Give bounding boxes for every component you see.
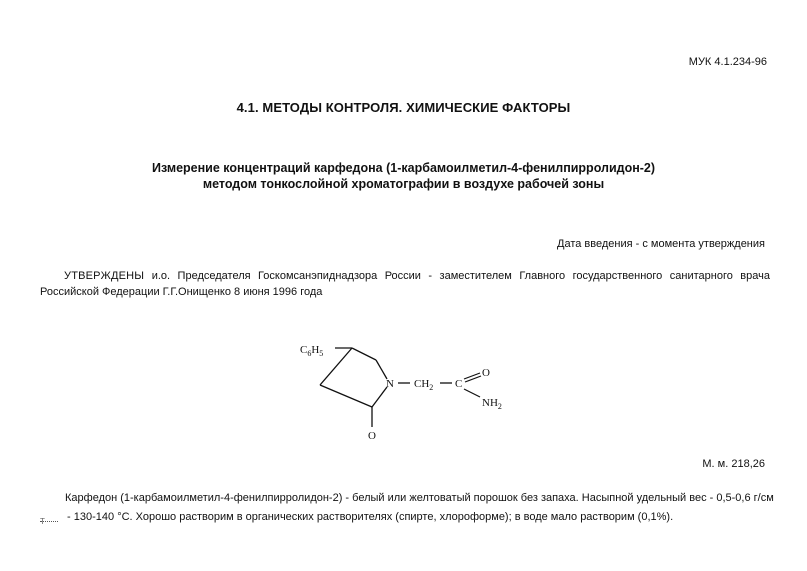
document-title-line-2: методом тонкослойной хроматографии в воздухе рабочей зоны [202,177,605,191]
bond-ring-4 [320,385,372,407]
molar-mass: М. м. 218,26 [702,458,765,470]
bond-ring-2 [376,360,387,379]
bond-amide-co-1 [464,373,480,379]
description-paragraph [40,489,774,527]
document-title-line-1: Измерение концентраций карфедона (1-карбамоилметил-4-фенилпирролидон-2) [151,161,656,175]
approval-text: и.о. Председателя Госкомсанэпиднадзора России - заместителем Главного государственного санитарного врача Российской Федерации Г.Г.Онищенко 8 июня 1996 года [40,270,770,298]
approval-lead: УТВЕРЖДЕНЫ [64,270,145,282]
structural-formula [290,335,530,445]
melting-point-symbol: Т [40,512,58,522]
description-line-1: Карфедон (1-карбамоилметил-4-фенилпирролидон-2) - белый или желтоватый порошок без запаха. Насыпной удельный вес - 0,5-0,6 г/см [65,492,774,504]
section-title: 4.1. МЕТОДЫ КОНТРОЛЯ. ХИМИЧЕСКИЕ ФАКТОРЫ [236,100,571,115]
amide-carbon-label: C [455,378,463,390]
ch2-label: $CH_2$ [414,378,434,392]
ring-oxygen-label: O [368,430,376,442]
amide-oxygen-label: O [482,367,490,379]
nitrogen-label: N [386,378,394,390]
phenyl-label: $C_6H_5$ [300,344,324,358]
introduction-date: Дата введения - с момента утверждения [557,238,765,250]
approval-statement [40,268,770,300]
bond-ring-5 [372,387,387,407]
document-code: МУК 4.1.234-96 [688,56,767,68]
bond-ring-3 [320,348,352,385]
amine-label: $NH_2$ [482,397,502,411]
bond-amide-co-2 [465,376,481,382]
description-line-2-text: - 130-140 °С. Хорошо растворим в органических растворителях (спирте, хлороформе); в воде мало растворим (0,1%). [64,511,674,523]
bond-amide-n [464,389,480,397]
document-title [0,160,807,192]
bond-ring-1 [352,348,376,360]
description-line-2 [40,508,770,527]
